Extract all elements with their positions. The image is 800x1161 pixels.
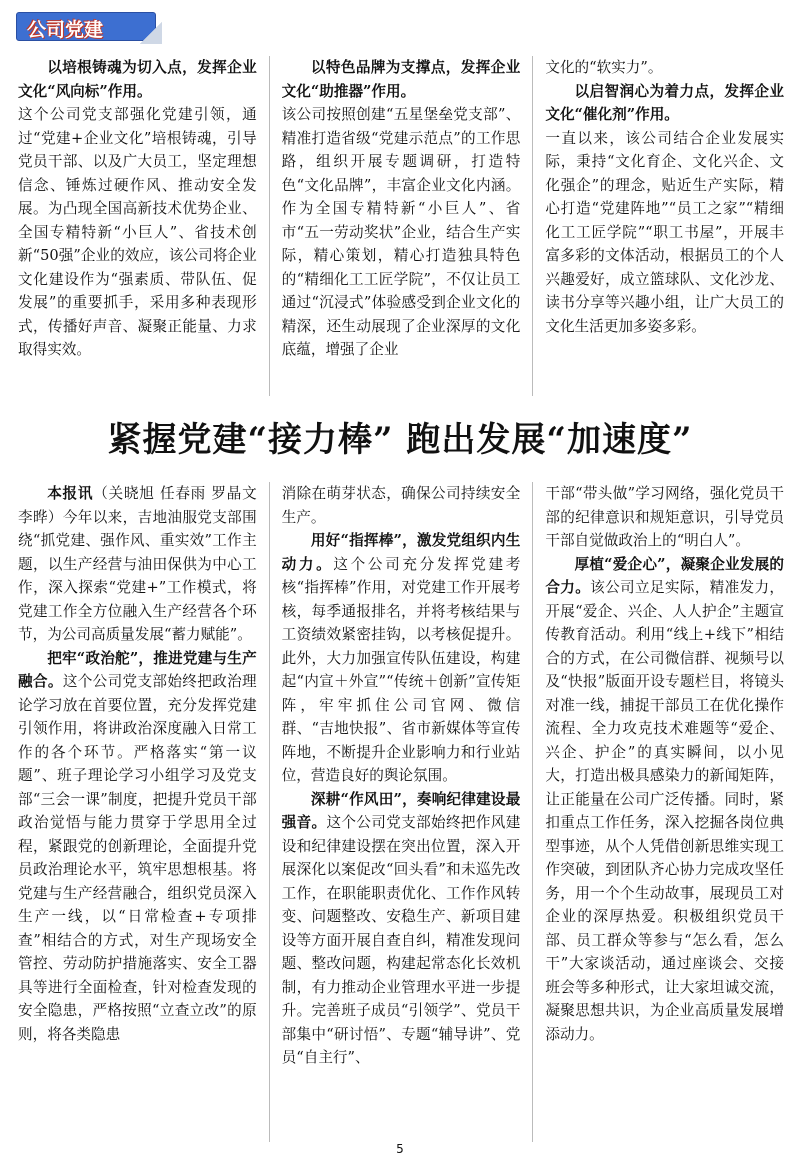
top-col1-body: 这个公司党支部强化党建引领，通过“党建+企业文化”培根铸魂，引导党员干部、以及广大员工，坚定理想信念、锤炼过硬作风、推动安全发展。为凸现全国高新技术优势企业、全国专精特新“小巨人”、省技术创新“50强”企业的效应，该公司将企业文化建设作为“强素质、带队伍、促发展”的重要抓手，采用多种表现形式，传播好声音、凝聚正能量、力求取得实效。 [18, 106, 257, 358]
article-headline: 紧握党建“接力棒” 跑出发展“加速度” [107, 420, 693, 460]
page-number: 5 [396, 1142, 404, 1156]
column-divider [269, 482, 270, 1142]
bottom-col1-body: 这个公司党支部始终把政治理论学习放在首要位置，充分发挥党建引领作用，将讲政治深度融入日常工作的各个环节。严格落实“第一议题”、班子理论学习小组学习及党支部“三会一课”制度，把提升党员干部政治觉悟与能力贯穿于学思用全过程，紧跟党的创新理论，全面提升党员政治理论水平，筑牢思想根基。将党建与生产经营融合，组织党员深入生产一线，以“日常检查+专项排查”相结合的方式，对生产现场安全管控、劳动防护措施落实、安全工器具等进行全面检查，针对检查发现的安全隐患，严格按照“立查立改”的原则，将各类隐患 [18, 673, 257, 1043]
section-tag-label: 公司党建 [27, 19, 104, 41]
top-col3-lead: 以启智润心为着力点，发挥企业文化“催化剂”作用。 [545, 82, 785, 123]
column-divider [532, 482, 533, 1142]
bottom-col2-cont: 消除在萌芽状态，确保公司持续安全生产。 [281, 485, 521, 526]
byline-lead: 本报讯 [47, 485, 94, 502]
byline-text: （关晓旭 任春雨 罗晶文 李晔）今年以来，吉地油服党支部围绕“抓党建、强作风、重实效”工作主题，以生产经营与油田保供为中心工作，深入探索“党建+”工作模式，将党建工作全方位融入生产经营各个环节，为公司高质量发展“蓄力赋能”。 [18, 485, 257, 643]
section-tag-corner [140, 22, 162, 44]
top-col2-body: 该公司按照创建“五星堡垒党支部”、精准打造省级“党建示范点”的工作思路，组织开展专题调研，打造特色“文化品牌”，丰富企业文化内涵。作为全国专精特新“小巨人”、省市“五一劳动奖状”企业，结合生产实际，精心策划，精心打造独具特色的“精细化工工匠学院”，不仅让员工通过“沉浸式”体验感受到企业文化的精深，还生动展现了企业深厚的文化底蕴，增强了企业 [281, 106, 521, 358]
bottom-col3-body: 该公司立足实际，精准发力，开展“爱企、兴企、人人护企”主题宣传教育活动。利用“线上+线下”相结合的方式，在公司微信群、视频号以及“快报”版面开设专题栏目，将镜头对准一线，捕捉干部员工在优化操作流程、全力攻克技术难题等“爱企、兴企、护企”的真实瞬间，以小见大，打造出极具感染力的新闻矩阵，让正能量在公司广泛传播。同时，紧扣重点工作任务，深入挖掘各岗位典型事迹，从个人凭借创新思维实现工作突破，到团队齐心协力完成攻坚任务，用一个个生动故事，展现员工对企业的深厚热爱。积极组织党员干部、员工群众等参与“怎么看，怎么干”大家谈活动，通过座谈会、交接班会等多种形式，让大家坦诚交流，凝聚思想共识，为企业高质量发展增添动力。 [545, 579, 785, 1043]
column-divider [269, 56, 270, 396]
top-article [18, 56, 784, 396]
top-col3-body: 一直以来，该公司结合企业发展实际，秉持“文化育企、文化兴企、文化强企”的理念，贴近生产实际，精心打造“党建阵地”“员工之家”“精细化工工匠学院”“职工书屋”，开展丰富多彩的文体活动，根据员工的个人兴趣爱好，成立篮球队、文化沙龙、读书分享等兴趣小组，让广大员工的文化生活更加多姿多彩。 [545, 129, 785, 335]
main-article [18, 482, 784, 1142]
bottom-col2-body2: 这个公司党支部始终把作风建设和纪律建设摆在突出位置，深入开展深化以案促改“回头看”和未巡先改工作，在职能职责优化、工作作风转变、问题整改、安稳生产、新项目建设等方面开展自查自纠，精准发现问题、整改问题，构建起常态化长效机制，有力推动企业管理水平进一步提升。完善班子成员“引领学”、党员干部集中“研讨悟”、专题“辅导讲”、党员“自主行”、 [281, 814, 521, 1066]
bottom-col3-lead: 厚植“爱企心”，凝聚企业发展的合力。 [545, 555, 785, 596]
bottom-col2-lead2: 深耕“作风田”，奏响纪律建设最强音。 [281, 790, 521, 831]
column-divider [532, 56, 533, 396]
top-col2-lead: 以特色品牌为支撑点，发挥企业文化“助推器”作用。 [281, 59, 521, 100]
bottom-col2-lead1: 用好“指挥棒”，激发党组织内生动力。 [281, 532, 521, 573]
top-column-1 [18, 56, 257, 396]
bottom-col3-cont: 干部“带头做”学习网络，强化党员干部的纪律意识和规矩意识，引导党员干部自觉做政治上的“明白人”。 [545, 485, 785, 549]
top-col1-lead: 以培根铸魂为切入点，发挥企业文化“风向标”作用。 [18, 59, 257, 100]
section-tag [12, 8, 162, 44]
bottom-column-2 [282, 482, 521, 1142]
top-col3-cont: 文化的“软实力”。 [545, 59, 663, 76]
top-column-2 [282, 56, 521, 396]
bottom-column-1 [18, 482, 257, 1142]
bottom-col2-body1: 这个公司充分发挥党建考核“指挥棒”作用，对党建工作开展考核，每季通报排名，并将考核结果与工资绩效紧密挂钩，以考核促提升。此外，大力加强宣传队伍建设，构建起“内宣＋外宣”“传统＋创新”宣传矩阵，牢牢抓住公司官网、微信群、“吉地快报”、省市新媒体等宣传阵地，不断提升企业影响力和行业站位，营造良好的舆论氛围。 [281, 555, 521, 784]
bottom-column-3 [545, 482, 784, 1142]
top-column-3 [545, 56, 784, 396]
bottom-col1-lead: 把牢“政治舵”，推进党建与生产融合。 [18, 649, 257, 690]
section-tag-box [16, 12, 156, 41]
